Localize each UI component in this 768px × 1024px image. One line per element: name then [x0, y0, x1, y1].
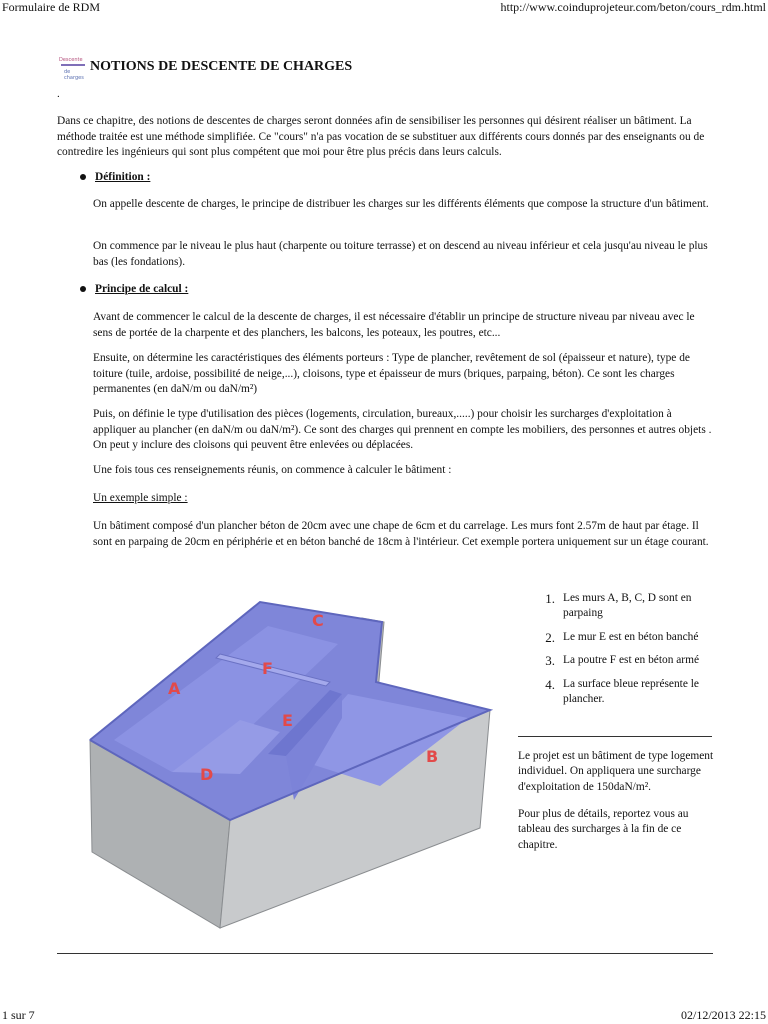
principe-heading: [80, 283, 188, 295]
header-url[interactable]: http://www.coinduprojeteur.com/beton/cours_rdm.html: [500, 0, 766, 14]
example-paragraph: Un bâtiment composé d'un plancher béton de 20cm avec une chape de 6cm et du carrelage. Les murs font 2.57m de haut par étage. Il sont en parpaing de 20cm en périphérie et en béton banché de 18cm à l'intérieur. Cet exemple portera uniquement sur un étage courant.: [93, 520, 709, 548]
title-row: [58, 55, 352, 79]
legend-item: [528, 630, 728, 645]
side-paragraph-2: Pour plus de détails, reportez vous au tableau des surcharges à la fin de ce chapitre.: [518, 808, 689, 851]
label-c: C: [312, 611, 324, 630]
label-e: E: [282, 711, 293, 730]
legend-item: [528, 591, 728, 622]
logo-text-1: Descente: [59, 57, 83, 63]
definition-heading: [80, 171, 150, 183]
principe-paragraph-1: Avant de commencer le calcul de la descente de charges, il est nécessaire d'établir un principe de structure niveau par niveau avec le sens de portée de la charpente et des planchers, les balcons, les poteaux, les poutres, etc...: [93, 311, 695, 339]
label-f: F: [262, 659, 273, 678]
legend-text: La surface bleue représente le plancher.: [563, 677, 699, 706]
side-divider: [518, 736, 712, 737]
principe-heading-label: Principe de calcul :: [95, 283, 189, 295]
page-number: 1 sur 7: [2, 1008, 35, 1022]
intro-paragraph: Dans ce chapitre, des notions de descentes de charges seront données afin de sensibiliser les personnes qui désirent réaliser un bâtiment. La méthode traitée est une méthode simplifiée. Ce "cours" n'a pas vocation de se substituer aux différents cours donnés par des enseignants ou de contredire les ingénieurs qui sont plus compétent que moi pour être plus précis dans leurs calculs.: [57, 115, 705, 159]
legend-item: [528, 677, 728, 708]
principe-paragraph-3: Puis, on définie le type d'utilisation des pièces (logements, circulation, bureaux,.....) pour choisir les surcharges d'exploitation à appliquer au plancher (en daN/m ou daN/m²). Ce sont des charges qui prennent en compte les mobiliers, des personnes et autres objets . On peut y inclure des cloisons qui peuvent être enlevées ou déplacées.: [93, 408, 712, 452]
legend-number: 2.: [545, 629, 555, 645]
bullet-icon: [80, 174, 86, 180]
bottom-divider: [57, 953, 713, 954]
legend-list: [528, 591, 728, 715]
legend-number: 3.: [545, 653, 555, 669]
label-a: A: [168, 679, 181, 698]
label-b: B: [426, 747, 439, 766]
logo-text-2: de charges: [64, 69, 84, 81]
definition-paragraph-1: On appelle descente de charges, le principe de distribuer les charges sur les différents éléments que compose la structure d'un bâtiment.: [93, 198, 709, 210]
label-d: D: [200, 765, 214, 784]
definition-paragraph-2: On commence par le niveau le plus haut (charpente ou toiture terrasse) et on descend au niveau inférieur et cela jusqu'au niveau le plus bas (les fondations).: [93, 240, 708, 268]
principe-paragraph-2: Ensuite, on détermine les caractéristiques des éléments porteurs : Type de plancher, revêtement de sol (épaisseur et nature), type de toiture (tuile, ardoise, possibilité de neige,...), cloisons, type et épaisseur de murs (briques, parpaing, béton). Ce sont les charges permanentes (en daN/m ou daN/m²): [93, 352, 690, 396]
definition-heading-label: Définition :: [95, 171, 151, 183]
legend-item: [528, 653, 728, 668]
legend-text: Les murs A, B, C, D sont en parpaing: [563, 592, 692, 620]
example-heading: Un exemple simple :: [93, 492, 188, 504]
legend-text: La poutre F est en béton armé: [563, 654, 700, 667]
stray-dot: .: [57, 88, 60, 100]
building-3d-illustration: [80, 590, 500, 930]
legend-number: 4.: [545, 676, 555, 692]
bullet-icon: [80, 286, 86, 292]
principe-paragraph-4: Une fois tous ces renseignements réunis, on commence à calculer le bâtiment :: [93, 464, 452, 476]
legend-number: 1.: [545, 591, 555, 606]
page-title: NOTIONS DE DESCENTE DE CHARGES: [90, 59, 353, 74]
print-date: 02/12/2013 22:15: [680, 1008, 766, 1022]
legend-text: Le mur E est en béton banché: [563, 630, 699, 643]
header-title: Formulaire de RDM: [2, 0, 100, 14]
chapter-logo-icon: [58, 56, 88, 81]
side-paragraph-1: Le projet est un bâtiment de type logement individuel. On appliquera une surcharge d'exploitation de 150daN/m².: [518, 750, 714, 793]
